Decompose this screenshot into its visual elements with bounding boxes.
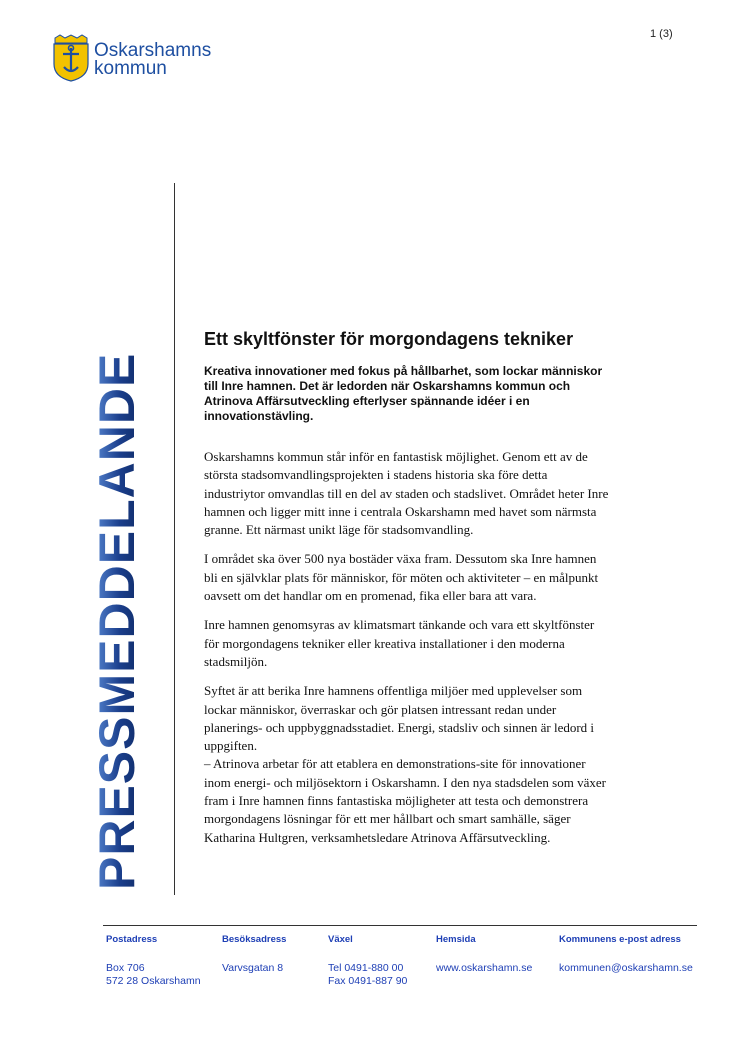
body-line: inom energi- och miljösektorn i Oskarshamn. I den nya stadsdelen som växer — [204, 774, 606, 790]
body-line: Oskarshamns kommun står inför en fantastisk möjlighet. Genom ett av de — [204, 449, 588, 464]
logo-wordmark — [94, 42, 211, 78]
body-line: I området ska över 500 nya bostäder växa fram. Dessutom ska Inre hamnen — [204, 551, 597, 567]
footer-heading: Besöksadress — [222, 934, 287, 945]
lead-line: Atrinova Affärsutveckling efterlyser spännande idéer i en — [204, 394, 530, 408]
article-lead — [204, 364, 674, 424]
body-line: fram i Inre hamnen finns fantastiska möjligheter att testa och demonstrera — [204, 793, 589, 809]
lead-line: innovationstävling. — [204, 409, 314, 423]
body-line: stadsmiljön. — [204, 653, 268, 669]
footer-postal-address — [106, 934, 201, 987]
article-headline: Ett skyltfönster för morgondagens tekniker — [204, 329, 574, 349]
press-release-label: PRESSMEDDELANDE — [92, 190, 142, 890]
body-line: – Atrinova arbetar för att etablera en demonstrations-site för innovationer — [204, 756, 586, 772]
body-paragraph-3 — [204, 616, 674, 671]
lead-line: till Inre hamnen. Det är ledorden när Oskarshamns kommun och — [204, 379, 571, 393]
footer-heading: Postadress — [106, 934, 158, 945]
body-line: Syftet är att berika Inre hamnens offentliga miljöer med upplevelser som — [204, 683, 583, 699]
body-line: Inre hamnen genomsyras av klimatsmart tänkande och vara ett skyltfönster — [204, 617, 595, 633]
website-link[interactable]: www.oskarshamn.se — [436, 962, 533, 974]
article — [204, 328, 674, 858]
body-line: Katharina Hultgren, verksamhetsledare Atrinova Affärsutveckling. — [204, 829, 551, 845]
body-line: granne. Ett närmast unikt läge för stadsomvandling. — [204, 522, 474, 538]
footer-heading: Kommunens e-post adress — [559, 934, 681, 945]
footer-switchboard — [328, 934, 407, 987]
body-paragraph-1 — [204, 448, 674, 539]
body-paragraph-4 — [204, 682, 674, 847]
footer-website — [436, 934, 532, 975]
footer-email — [559, 934, 693, 975]
footer-value: Box 706 — [106, 962, 145, 974]
body-line: morgondagens lösningar för ett mer hållbart och smart samhälle, säger — [204, 811, 571, 827]
body-line: för morgondagens tekniker eller kreativa installationer i den moderna — [204, 635, 565, 651]
body-line: oavsett om det handlar om en promenad, fika eller bara att vara. — [204, 588, 537, 604]
logo-name-line2: kommun — [94, 58, 167, 79]
footer-value: 572 28 Oskarshamn — [106, 974, 201, 987]
footer-heading: Hemsida — [436, 934, 476, 945]
vertical-divider — [174, 183, 175, 895]
lead-line: Kreativa innovationer med fokus på hållbarhet, som lockar människor — [204, 364, 603, 378]
footer-divider — [103, 925, 697, 926]
body-line: industriytor omvandlas till en del av staden och stadslivet. Området heter Inre — [204, 485, 609, 501]
body-line: bli en självklar plats för människor, för möten och aktiviteter – en målpunkt — [204, 569, 599, 585]
municipality-logo — [52, 34, 90, 87]
body-line: hamnen och ligger mitt inne i centrala Oskarshamn med havet som närmsta — [204, 503, 597, 519]
footer-value: Varvsgatan 8 — [222, 962, 284, 974]
body-line: planerings- och uppbyggnadsstadiet. Energi, stadsliv och sinnen är ledord i — [204, 719, 595, 735]
body-line: uppgiften. — [204, 738, 258, 754]
coat-of-arms-icon — [52, 34, 90, 82]
body-paragraph-2 — [204, 550, 674, 605]
footer-fax: Fax 0491-887 90 — [328, 974, 408, 987]
body-line: lockar människor, överraskar och gör platsen intressant redan under — [204, 701, 557, 717]
page-number: 1 (3) — [650, 28, 673, 40]
footer-visiting-address — [222, 934, 286, 975]
email-link[interactable]: kommunen@oskarshamn.se — [559, 962, 693, 974]
footer-phone: Tel 0491-880 00 — [328, 962, 404, 974]
body-line: största stadsomvandlingsprojekten i stadens historia ska före detta — [204, 467, 548, 483]
logo-name-line1: Oskarshamns — [94, 40, 212, 61]
footer-heading: Växel — [328, 934, 353, 945]
